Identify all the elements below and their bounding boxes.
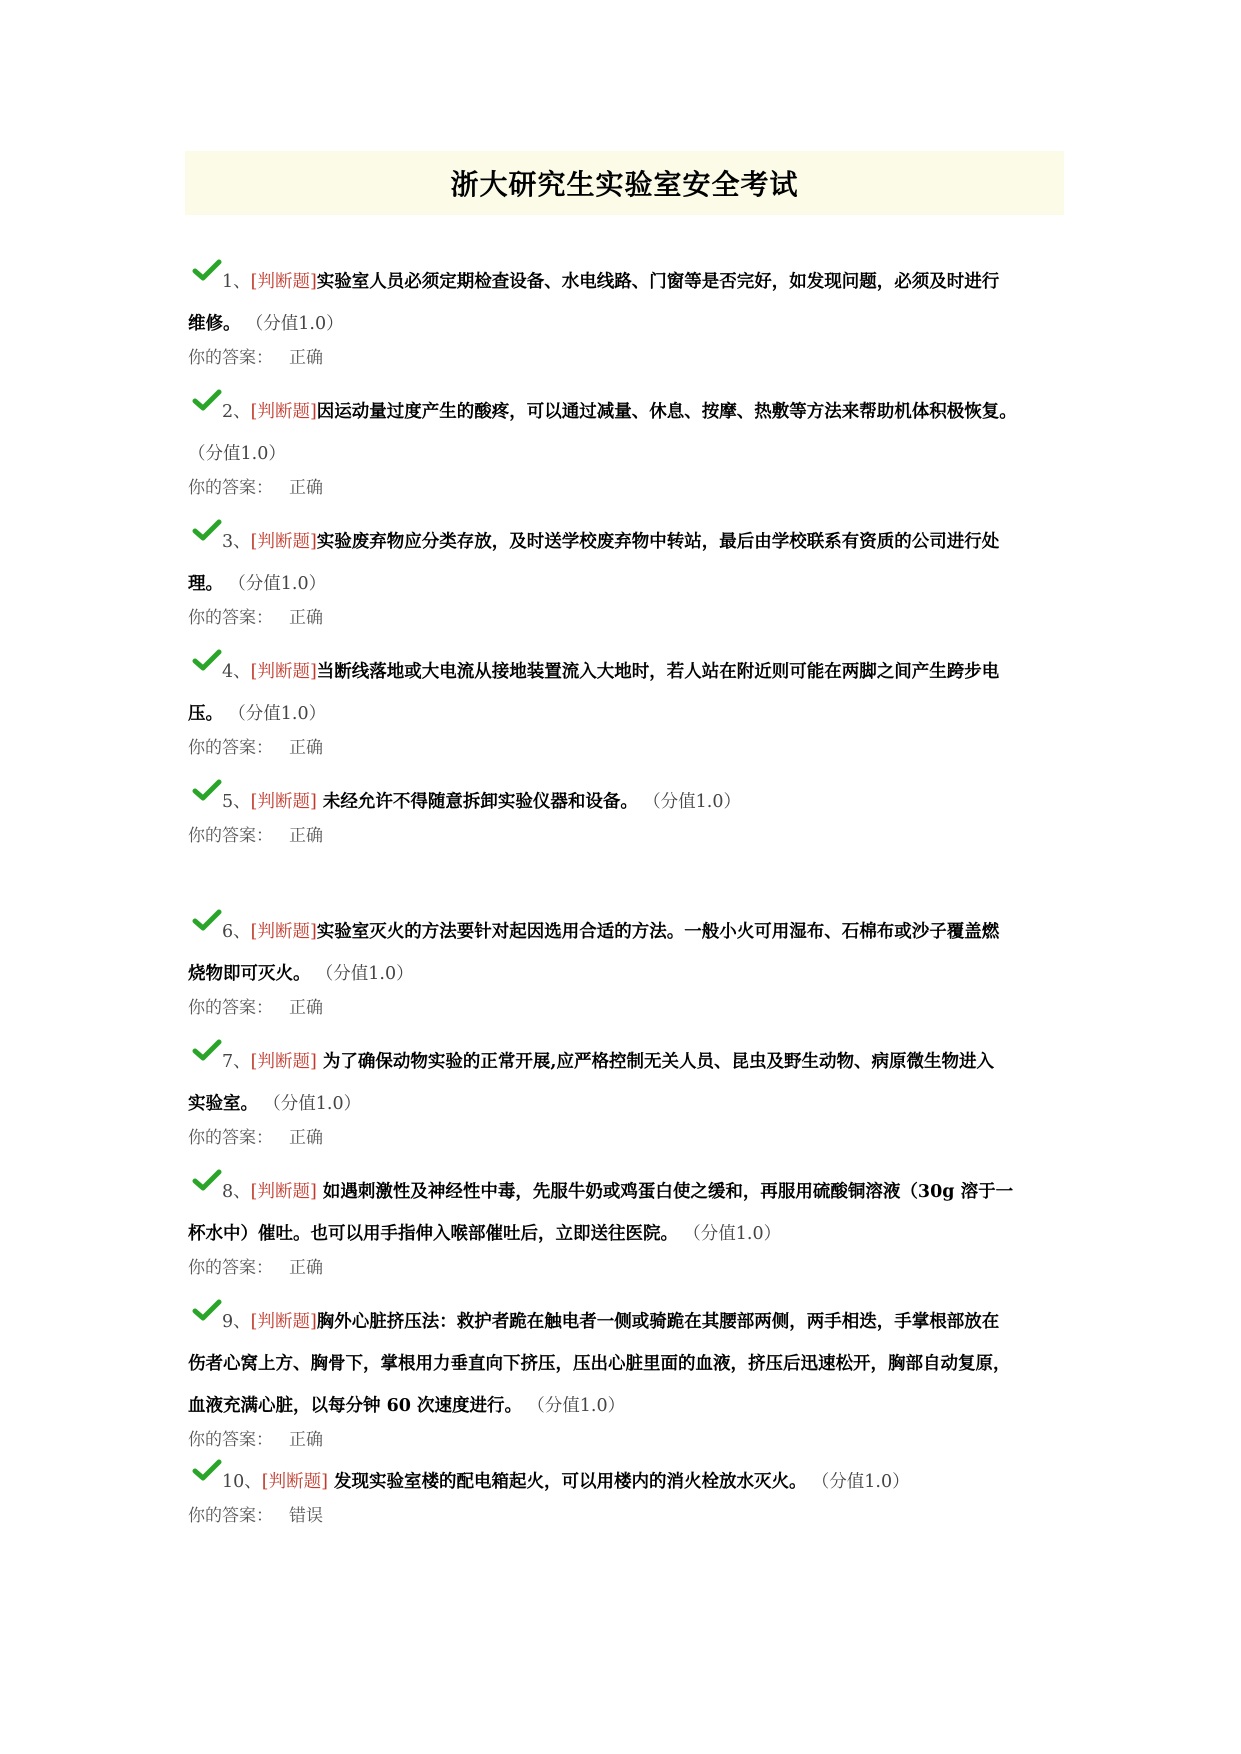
check-mark-icon: [192, 385, 222, 407]
question-stem: 维修。: [188, 314, 241, 334]
question-line: [188, 385, 1068, 433]
question-number: 10、: [222, 1472, 262, 1492]
answer-value: 正确: [289, 478, 323, 498]
question-line: [188, 1035, 1068, 1083]
question-item: [188, 775, 1068, 849]
question-stem: 为了确保动物实验的正常开展,应严格控制无关人员、昆虫及野生动物、病原微生物进入: [316, 1052, 994, 1072]
answer-value: 正确: [289, 1430, 323, 1450]
question-stem: 压。: [188, 704, 223, 724]
answer-value: 错误: [289, 1506, 323, 1526]
answer-value: 正确: [289, 1128, 323, 1148]
question-line: [188, 1165, 1068, 1213]
question-line: [188, 645, 1068, 693]
question-stem: 血液充满心脏，以每分钟 60 次速度进行。: [188, 1396, 523, 1416]
question-stem: 发现实验室楼的配电箱起火，可以用楼内的消火栓放水灭火。: [327, 1472, 807, 1492]
answer-label: 你的答案：: [188, 1128, 273, 1148]
answer-label: 你的答案：: [188, 348, 273, 368]
question-score: （分值1.0）: [820, 1472, 910, 1492]
question-stem: 实验室人员必须定期检查设备、水电线路、门窗等是否完好，如发现问题，必须及时进行: [316, 272, 1000, 292]
question-item: [188, 255, 1068, 371]
question-type-tag: [判断题]: [250, 922, 317, 942]
answer-label: 你的答案：: [188, 1258, 273, 1278]
answer-row: [188, 1427, 1068, 1453]
question-line: [188, 255, 1068, 303]
question-stem: 实验废弃物应分类存放，及时送学校废弃物中转站，最后由学校联系有资质的公司进行处: [316, 532, 1000, 552]
question-line: [188, 433, 1068, 475]
answer-row: [188, 605, 1068, 631]
question-score: （分值1.0）: [692, 1224, 782, 1244]
answer-row: [188, 345, 1068, 371]
question-item: [188, 1165, 1068, 1281]
answer-label: 你的答案：: [188, 478, 273, 498]
question-stem: 当断线落地或大电流从接地装置流入大地时，若人站在附近则可能在两脚之间产生跨步电: [316, 662, 1000, 682]
answer-row: [188, 1255, 1068, 1281]
question-number: 5、: [222, 792, 251, 812]
answer-value: 正确: [289, 1258, 323, 1278]
question-line: [188, 775, 1068, 823]
question-type-tag: [判断题]: [250, 532, 317, 552]
question-score: （分值1.0）: [324, 964, 414, 984]
question-number: 6、: [222, 922, 251, 942]
question-stem: 如遇刺激性及神经性中毒，先服牛奶或鸡蛋白使之缓和，再服用硫酸铜溶液（30g 溶于一: [316, 1182, 1014, 1202]
question-line: [188, 515, 1068, 563]
question-item: [188, 1295, 1068, 1453]
question-stem: 杯水中）催吐。也可以用手指伸入喉部催吐后，立即送往医院。: [188, 1224, 678, 1244]
answer-value: 正确: [289, 998, 323, 1018]
question-stem: 未经允许不得随意拆卸实验仪器和设备。: [316, 792, 638, 812]
check-mark-icon: [192, 515, 222, 537]
question-line: [188, 1213, 1068, 1255]
question-stem: 理。: [188, 574, 223, 594]
question-line: [188, 303, 1068, 345]
question-item: [188, 905, 1068, 1021]
question-line: [188, 905, 1068, 953]
question-item: [188, 1455, 1068, 1529]
question-line: [188, 563, 1068, 605]
answer-label: 你的答案：: [188, 738, 273, 758]
question-type-tag: [判断题]: [250, 1052, 317, 1072]
check-mark-icon: [192, 1295, 222, 1317]
check-mark-icon: [192, 775, 222, 797]
question-stem: 胸外心脏挤压法：救护者跪在触电者一侧或骑跪在其腰部两侧，两手相迭，手掌根部放在: [316, 1312, 1000, 1332]
question-number: 4、: [222, 662, 251, 682]
answer-value: 正确: [289, 826, 323, 846]
answer-label: 你的答案：: [188, 608, 273, 628]
question-type-tag: [判断题]: [250, 1312, 317, 1332]
question-item: [188, 1035, 1068, 1151]
question-stem: 伤者心窝上方、胸骨下，掌根用力垂直向下挤压，压出心脏里面的血液，挤压后迅速松开，胸部自动复原，: [188, 1354, 1011, 1374]
question-type-tag: [判断题]: [250, 1182, 317, 1202]
answer-row: [188, 735, 1068, 761]
answer-row: [188, 475, 1068, 501]
question-line: [188, 1343, 1068, 1385]
check-mark-icon: [192, 1455, 222, 1477]
check-mark-icon: [192, 1035, 222, 1057]
question-type-tag: [判断题]: [261, 1472, 328, 1492]
question-score: （分值1.0）: [237, 704, 327, 724]
question-stem: 实验室灭火的方法要针对起因选用合适的方法。一般小火可用湿布、石棉布或沙子覆盖燃: [316, 922, 1000, 942]
question-item: [188, 515, 1068, 631]
question-score: （分值1.0）: [536, 1396, 626, 1416]
question-line: [188, 953, 1068, 995]
answer-row: [188, 1503, 1068, 1529]
check-mark-icon: [192, 1165, 222, 1187]
page-title: 浙大研究生实验室安全考试: [450, 168, 799, 201]
question-number: 7、: [222, 1052, 251, 1072]
answer-label: 你的答案：: [188, 998, 273, 1018]
question-score: （分值1.0）: [254, 314, 344, 334]
question-stem: 烧物即可灭火。: [188, 964, 311, 984]
question-score: （分值1.0）: [237, 574, 327, 594]
question-stem: 因运动量过度产生的酸疼，可以通过减量、休息、按摩、热敷等方法来帮助机体积极恢复。: [316, 402, 1017, 422]
check-mark-icon: [192, 905, 222, 927]
check-mark-icon: [192, 645, 222, 667]
question-type-tag: [判断题]: [250, 272, 317, 292]
question-type-tag: [判断题]: [250, 792, 317, 812]
question-type-tag: [判断题]: [250, 662, 317, 682]
question-type-tag: [判断题]: [250, 402, 317, 422]
answer-value: 正确: [289, 348, 323, 368]
answer-row: [188, 995, 1068, 1021]
question-line: [188, 1455, 1068, 1503]
answer-row: [188, 823, 1068, 849]
question-number: 2、: [222, 402, 251, 422]
question-score: （分值1.0）: [188, 444, 286, 464]
question-stem: 实验室。: [188, 1094, 258, 1114]
question-number: 9、: [222, 1312, 251, 1332]
answer-label: 你的答案：: [188, 826, 273, 846]
question-item: [188, 645, 1068, 761]
answer-label: 你的答案：: [188, 1430, 273, 1450]
question-item: [188, 385, 1068, 501]
answer-value: 正确: [289, 608, 323, 628]
question-score: （分值1.0）: [272, 1094, 362, 1114]
question-number: 1、: [222, 272, 251, 292]
question-line: [188, 1295, 1068, 1343]
question-number: 8、: [222, 1182, 251, 1202]
question-line: [188, 1083, 1068, 1125]
check-mark-icon: [192, 255, 222, 277]
question-line: [188, 1385, 1068, 1427]
answer-row: [188, 1125, 1068, 1151]
question-number: 3、: [222, 532, 251, 552]
question-line: [188, 693, 1068, 735]
question-score: （分值1.0）: [651, 792, 741, 812]
answer-label: 你的答案：: [188, 1506, 273, 1526]
answer-value: 正确: [289, 738, 323, 758]
title-banner: [185, 151, 1064, 215]
